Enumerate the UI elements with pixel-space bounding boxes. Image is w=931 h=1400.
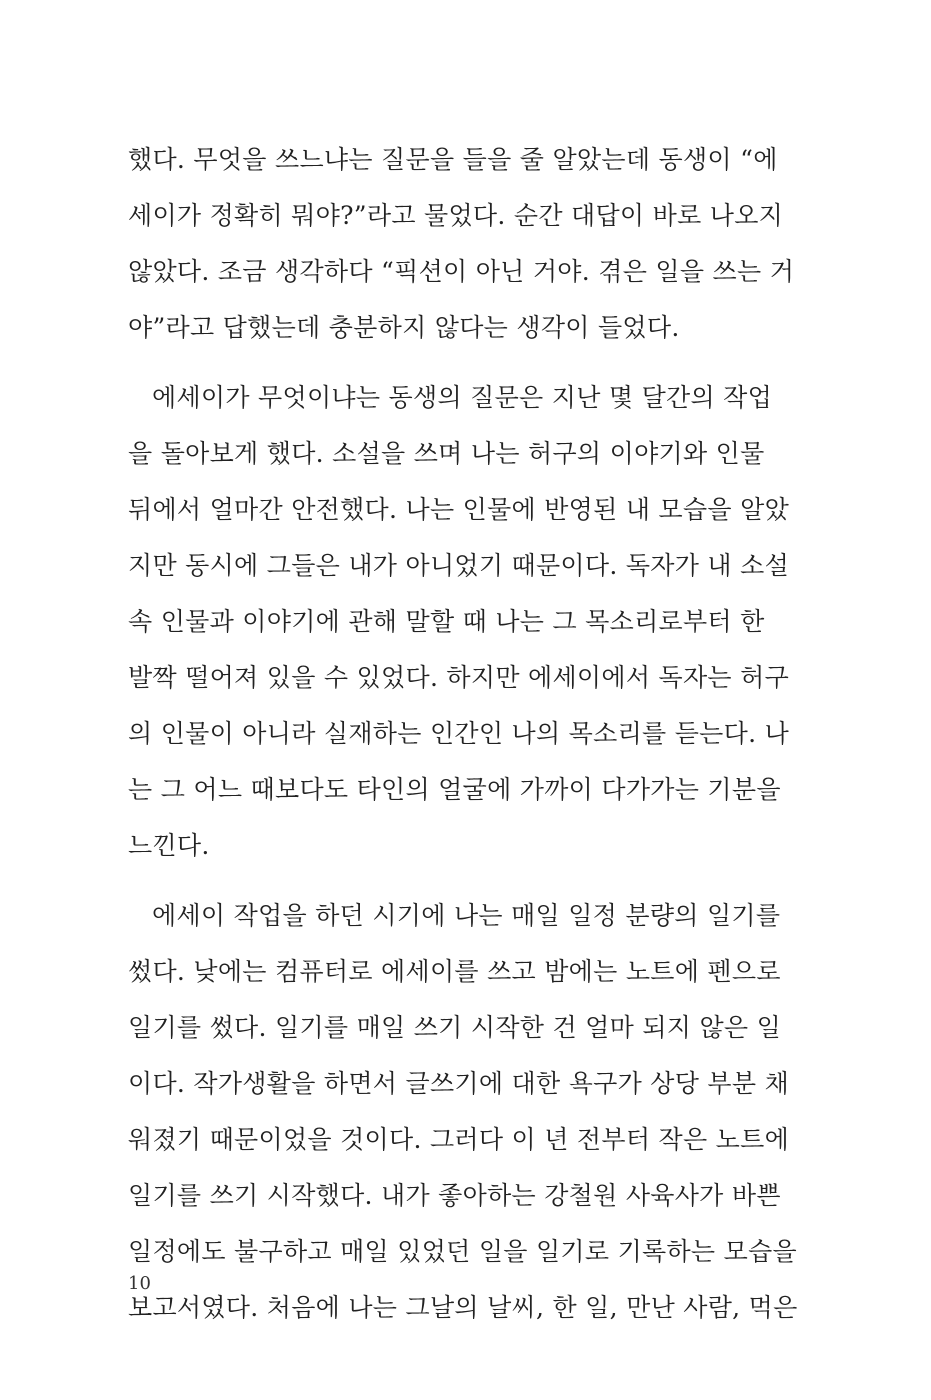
text-line: 일기를 썼다. 일기를 매일 쓰기 시작한 건 얼마 되지 않은 일 [128,1013,782,1042]
paragraph-3 [128,888,798,1336]
text-line: 워졌기 때문이었을 것이다. 그러다 이 년 전부터 작은 노트에 [128,1125,790,1154]
text-line: 발짝 떨어져 있을 수 있었다. 하지만 에세이에서 독자는 허구 [128,663,790,692]
text-line: 보고서였다. 처음에 나는 그날의 날씨, 한 일, 만난 사람, 먹은 [128,1293,798,1322]
paragraph-2 [128,370,790,874]
text-line: 의 인물이 아니라 실재하는 인간인 나의 목소리를 듣는다. 나 [128,719,790,748]
text-line: 뒤에서 얼마간 안전했다. 나는 인물에 반영된 내 모습을 알았 [128,495,790,524]
text-line: 는 그 어느 때보다도 타인의 얼굴에 가까이 다가가는 기분을 [128,775,781,804]
text-line: 을 돌아보게 했다. 소설을 쓰며 나는 허구의 이야기와 인물 [128,439,765,468]
text-line: 썼다. 낮에는 컴퓨터로 에세이를 쓰고 밤에는 노트에 펜으로 [128,957,781,986]
text-line: 에세이 작업을 하던 시기에 나는 매일 일정 분량의 일기를 [152,901,781,930]
page-number: 10 [128,1273,151,1294]
text-line: 세이가 정확히 뭐야?”라고 물었다. 순간 대답이 바로 나오지 [128,201,784,230]
text-line: 속 인물과 이야기에 관해 말할 때 나는 그 목소리로부터 한 [128,607,765,636]
text-line: 지만 동시에 그들은 내가 아니었기 때문이다. 독자가 내 소설 [128,551,790,580]
text-line: 일기를 쓰기 시작했다. 내가 좋아하는 강철원 사육사가 바쁜 [128,1181,781,1210]
paragraph-1 [128,132,795,356]
text-line: 일정에도 불구하고 매일 있었던 일을 일기로 기록하는 모습을 [128,1237,797,1266]
text-line: 에세이가 무엇이냐는 동생의 질문은 지난 몇 달간의 작업 [152,383,773,412]
body-text [128,132,798,1336]
text-line: 야”라고 답했는데 충분하지 않다는 생각이 들었다. [128,313,680,342]
text-line: 했다. 무엇을 쓰느냐는 질문을 들을 줄 알았는데 동생이 “에 [128,145,778,174]
text-line: 않았다. 조금 생각하다 “픽션이 아닌 거야. 겪은 일을 쓰는 거 [128,257,795,286]
text-line: 이다. 작가생활을 하면서 글쓰기에 대한 욕구가 상당 부분 채 [128,1069,790,1098]
text-line: 느낀다. [128,831,210,860]
